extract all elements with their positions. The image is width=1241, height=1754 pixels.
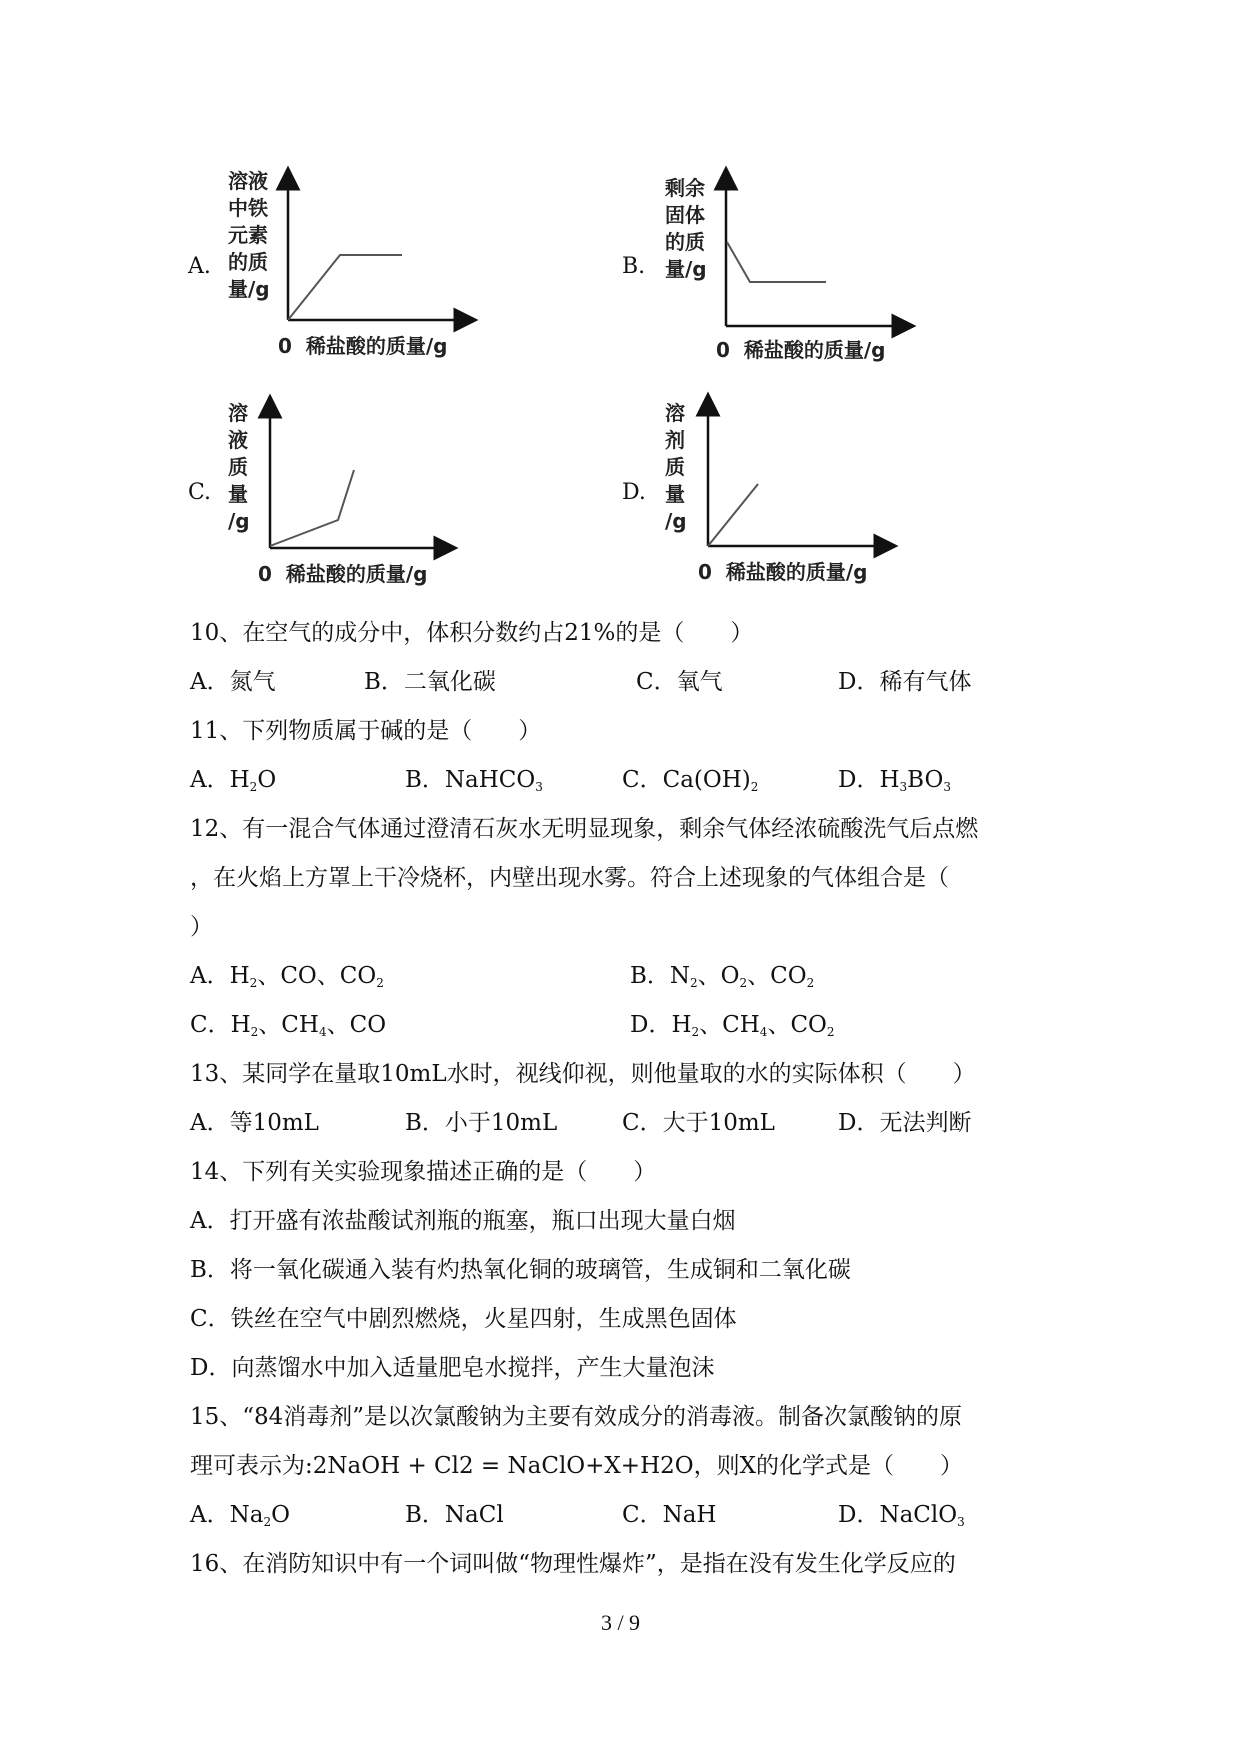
formula-part: B．N xyxy=(630,963,691,989)
q13-option-c: C．大于10mL xyxy=(622,1110,775,1136)
formula-part: A．Na xyxy=(190,1502,264,1528)
q15-option-c: C．NaH xyxy=(622,1502,717,1528)
formula-subscript: 2 xyxy=(826,1025,835,1039)
formula-subscript: 4 xyxy=(759,1025,768,1039)
formula-subscript: 3 xyxy=(957,1515,965,1529)
formula-subscript: 3 xyxy=(943,780,951,794)
graph-a-ylabel-line: 的质 xyxy=(228,250,268,274)
formula-part: 、CH xyxy=(258,1012,319,1038)
option-b-label: B. xyxy=(622,254,646,279)
option-a-label: A. xyxy=(188,254,211,279)
formula-subscript: 2 xyxy=(376,976,384,990)
formula-subscript: 2 xyxy=(249,780,258,794)
graph-d-ylabel-line: 质 xyxy=(665,455,685,479)
graph-b-origin: 0 xyxy=(716,338,730,362)
graph-c-ylabel-line: 液 xyxy=(228,428,248,452)
curve xyxy=(270,470,354,546)
curve xyxy=(288,255,402,320)
q12-option-a xyxy=(190,961,384,991)
q13-option-a: A．等10mL xyxy=(190,1110,319,1136)
formula-part: O xyxy=(271,1502,290,1528)
q12-option-b xyxy=(630,961,814,991)
graph-a-svg xyxy=(280,170,480,330)
q15-option-d xyxy=(838,1500,965,1530)
graph-a-ylabel-line: 量/g xyxy=(228,277,270,301)
q15-option-b: B．NaCl xyxy=(405,1502,504,1528)
q11-stem: 11、下列物质属于碱的是（ ） xyxy=(190,718,542,744)
q13-option-d: D．无法判断 xyxy=(838,1110,972,1136)
formula-subscript: 2 xyxy=(263,1515,272,1529)
graph-c-ylabel-line: /g xyxy=(228,509,250,533)
graph-c-ylabel-line: 质 xyxy=(228,455,248,479)
graph-b-xlabel-text: 稀盐酸的质量/g xyxy=(743,338,886,362)
graph-d-xlabel-text: 稀盐酸的质量/g xyxy=(725,560,868,584)
formula-part: A．H xyxy=(190,963,250,989)
graph-c-origin: 0 xyxy=(258,562,272,586)
formula-part: 、CO xyxy=(747,963,807,989)
curve xyxy=(708,484,758,546)
formula-subscript: 4 xyxy=(318,1025,327,1039)
formula-part: O xyxy=(257,767,277,793)
graph-c-ylabel xyxy=(228,400,250,535)
q12-stem-line3: ） xyxy=(190,914,213,940)
formula-part: D．H xyxy=(838,767,900,793)
q15-stem-line2: 理可表示为:2NaOH + Cl2 = NaClO+X+H2O，则X的化学式是（ ） xyxy=(190,1453,963,1479)
formula-subscript: 2 xyxy=(806,976,815,990)
q11-option-a xyxy=(190,765,276,795)
graph-c-xlabel-text: 稀盐酸的质量/g xyxy=(285,562,428,586)
graph-a-ylabel-line: 溶液 xyxy=(228,169,268,193)
graph-a-origin: 0 xyxy=(278,334,292,358)
graph-c-xlabel xyxy=(258,558,427,587)
q16-stem: 16、在消防知识中有一个词叫做“物理性爆炸”，是指在没有发生化学反应的 xyxy=(190,1551,956,1577)
graph-a xyxy=(280,170,480,330)
formula-part: BO xyxy=(907,767,944,793)
graph-d-ylabel xyxy=(665,400,687,535)
q13-stem: 13、某同学在量取10mL水时，视线仰视，则他量取的水的实际体积（ ） xyxy=(190,1061,976,1087)
formula-part: D．H xyxy=(630,1012,692,1038)
graph-a-ylabel xyxy=(228,168,270,303)
graph-b-ylabel xyxy=(665,175,707,283)
q14-stem: 14、下列有关实验现象描述正确的是（ ） xyxy=(190,1159,657,1185)
q12-option-c xyxy=(190,1010,386,1040)
q10-option-b: B．二氧化碳 xyxy=(364,669,496,695)
graph-b xyxy=(718,170,918,335)
q14-option-b: B．将一氧化碳通入装有灼热氧化铜的玻璃管，生成铜和二氧化碳 xyxy=(190,1257,851,1283)
formula-part: 、CO xyxy=(767,1012,827,1038)
q15-stem-line1: 15、“84消毒剂”是以次氯酸钠为主要有效成分的消毒液。制备次氯酸钠的原 xyxy=(190,1404,963,1430)
graph-d-ylabel-line: 剂 xyxy=(665,428,685,452)
graph-a-xlabel-text: 稀盐酸的质量/g xyxy=(305,334,448,358)
formula-subscript: 2 xyxy=(250,1025,259,1039)
formula-subscript: 2 xyxy=(249,976,258,990)
q15-option-a xyxy=(190,1500,290,1530)
option-d-label: D. xyxy=(622,480,646,505)
formula-subscript: 3 xyxy=(899,780,908,794)
formula-part: B．NaHCO xyxy=(405,767,536,793)
graph-a-ylabel-line: 中铁 xyxy=(228,196,268,220)
formula-part: D．NaClO xyxy=(838,1502,958,1528)
option-c-label: C. xyxy=(188,480,212,505)
q11-option-b xyxy=(405,765,543,795)
graph-d-svg xyxy=(700,396,900,556)
formula-part: A．H xyxy=(190,767,250,793)
q13-option-b: B．小于10mL xyxy=(405,1110,558,1136)
graph-b-xlabel xyxy=(716,334,885,363)
q11-option-c xyxy=(622,765,758,795)
graph-b-ylabel-line: 量/g xyxy=(665,257,707,281)
q14-option-a: A．打开盛有浓盐酸试剂瓶的瓶塞，瓶口出现大量白烟 xyxy=(190,1208,736,1234)
graph-d xyxy=(700,396,900,556)
graph-c-svg xyxy=(260,398,460,558)
q12-stem-line2: ，在火焰上方罩上干冷烧杯，内壁出现水雾。符合上述现象的气体组合是（ xyxy=(190,865,949,891)
graph-b-svg xyxy=(718,170,918,335)
graph-b-ylabel-line: 剩余 xyxy=(665,176,705,200)
q10-stem: 10、在空气的成分中，体积分数约占21%的是（ ） xyxy=(190,620,754,646)
graph-c-ylabel-line: 溶 xyxy=(228,401,248,425)
q10-option-d: D．稀有气体 xyxy=(838,669,972,695)
q12-option-d xyxy=(630,1010,835,1040)
graph-d-origin: 0 xyxy=(698,560,712,584)
graph-c xyxy=(260,398,460,558)
graph-d-ylabel-line: 量 xyxy=(665,482,685,506)
formula-subscript: 2 xyxy=(691,1025,700,1039)
q10-option-c: C．氧气 xyxy=(636,669,723,695)
formula-subscript: 2 xyxy=(690,976,698,990)
q14-option-c: C．铁丝在空气中剧烈燃烧，火星四射，生成黑色固体 xyxy=(190,1306,737,1332)
formula-part: 、O xyxy=(697,963,740,989)
formula-subscript: 2 xyxy=(739,976,748,990)
q12-stem-line1: 12、有一混合气体通过澄清石灰水无明显现象，剩余气体经浓硫酸洗气后点燃 xyxy=(190,816,979,842)
formula-part: C．Ca(OH) xyxy=(622,767,751,793)
graph-d-ylabel-line: /g xyxy=(665,509,687,533)
graph-b-ylabel-line: 固体 xyxy=(665,203,705,227)
formula-part: 、CO xyxy=(326,1012,387,1038)
q11-option-d xyxy=(838,765,951,795)
formula-subscript: 2 xyxy=(750,780,759,794)
graph-a-ylabel-line: 元素 xyxy=(228,223,268,247)
curve xyxy=(727,242,826,282)
formula-part: C．H xyxy=(190,1012,251,1038)
graph-b-ylabel-line: 的质 xyxy=(665,230,705,254)
formula-part: 、CO、CO xyxy=(257,963,377,989)
formula-part: 、CH xyxy=(699,1012,760,1038)
q10-option-a: A．氮气 xyxy=(190,669,276,695)
q14-option-d: D．向蒸馏水中加入适量肥皂水搅拌，产生大量泡沫 xyxy=(190,1355,715,1381)
formula-subscript: 3 xyxy=(535,780,543,794)
graph-d-xlabel xyxy=(698,556,867,585)
page-number: 3 / 9 xyxy=(600,1610,641,1635)
graph-d-ylabel-line: 溶 xyxy=(665,401,685,425)
graph-c-ylabel-line: 量 xyxy=(228,482,248,506)
graph-a-xlabel xyxy=(278,330,447,359)
